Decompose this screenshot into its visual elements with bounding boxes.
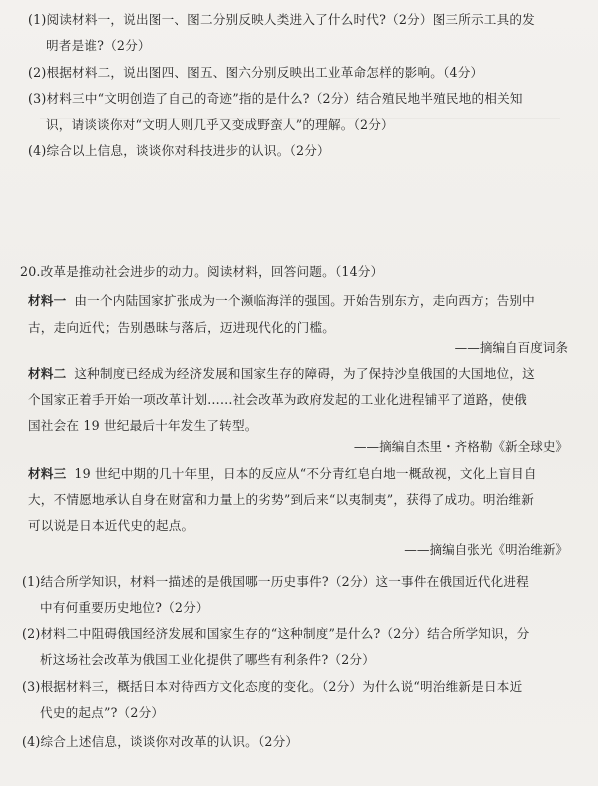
q20-sub4: (4)综合上述信息，谈谈你对改革的认识。（2分） <box>22 734 299 749</box>
material2-source: ——摘编自杰里・齐格勒《新全球史》 <box>353 439 568 454</box>
material1-text1: 由一个内陆国家扩张成为一个濒临海洋的强国。开始告别东方，走向西方；告别中 <box>74 293 535 308</box>
material3-line2: 大，不情愿地承认自身在财富和力量上的劣势”到后来“以夷制夷”，获得了成功。明治维新 <box>28 492 535 507</box>
q20-title: 20.改革是推动社会进步的动力。阅读材料，回答问题。（14分） <box>20 264 384 279</box>
material1-line2: 古，走向近代；告别愚昧与落后，迈进现代化的门槛。 <box>28 320 336 335</box>
prev-q4: (4)综合以上信息，谈谈你对科技进步的认识。（2分） <box>28 143 330 158</box>
material3-source: ——摘编自张光《明治维新》 <box>404 542 568 557</box>
prev-q1-line1: (1)阅读材料一，说出图一、图二分别反映人类进入了什么时代?（2分）图三所示工具的发 <box>28 12 535 27</box>
material3-text1: 19 世纪中期的几十年里，日本的反应从“不分青红皂白地一概敌视，文化上盲目自 <box>74 466 537 481</box>
material3-line1 <box>28 464 537 484</box>
prev-q2: (2)根据材料二，说出图四、图五、图六分别反映出工业革命怎样的影响。（4分） <box>28 65 484 80</box>
material3-label: 材料三 <box>28 466 67 481</box>
prev-q3-line2: 识，请谈谈你对“文明人则几乎又变成野蛮人”的理解。（2分） <box>46 117 394 132</box>
material1-line1 <box>28 291 535 311</box>
q20-sub3-line2: 代史的起点”?（2分） <box>40 705 165 720</box>
q20-sub1-line2: 中有何重要历史地位?（2分） <box>40 600 209 615</box>
material1-source: ——摘编自百度词条 <box>454 340 568 355</box>
prev-q3-line1: (3)材料三中“文明创造了自己的奇迹”指的是什么?（2分）结合殖民地半殖民地的相关知 <box>28 91 523 106</box>
q20-sub3-line1: (3)根据材料三，概括日本对待西方文化态度的变化。（2分）为什么说“明治维新是日本近 <box>22 679 523 694</box>
q20-sub2-line2: 析这场社会改革为俄国工业化提供了哪些有利条件?（2分） <box>40 652 376 667</box>
material3-line3: 可以说是日本近代史的起点。 <box>28 518 195 533</box>
prev-q1-line2: 明者是谁?（2分） <box>46 38 151 53</box>
material1-label: 材料一 <box>28 293 67 308</box>
material2-line2: 个国家正着手开始一项改革计划……社会改革为政府发起的工业化进程铺平了道路，使俄 <box>28 392 527 407</box>
material2-label: 材料二 <box>28 366 67 381</box>
q20-sub1-line1: (1)结合所学知识，材料一描述的是俄国哪一历史事件?（2分）这一事件在俄国近代化进程 <box>22 574 529 589</box>
material2-line3: 国社会在 19 世纪最后十年发生了转型。 <box>28 418 258 433</box>
material2-line1 <box>28 364 535 384</box>
q20-sub2-line1: (2)材料二中阻碍俄国经济发展和国家生存的“这种制度”是什么?（2分）结合所学知识，分 <box>22 626 530 641</box>
material2-text1: 这种制度已经成为经济发展和国家生存的障碍，为了保持沙皇俄国的大国地位，这 <box>74 366 535 381</box>
